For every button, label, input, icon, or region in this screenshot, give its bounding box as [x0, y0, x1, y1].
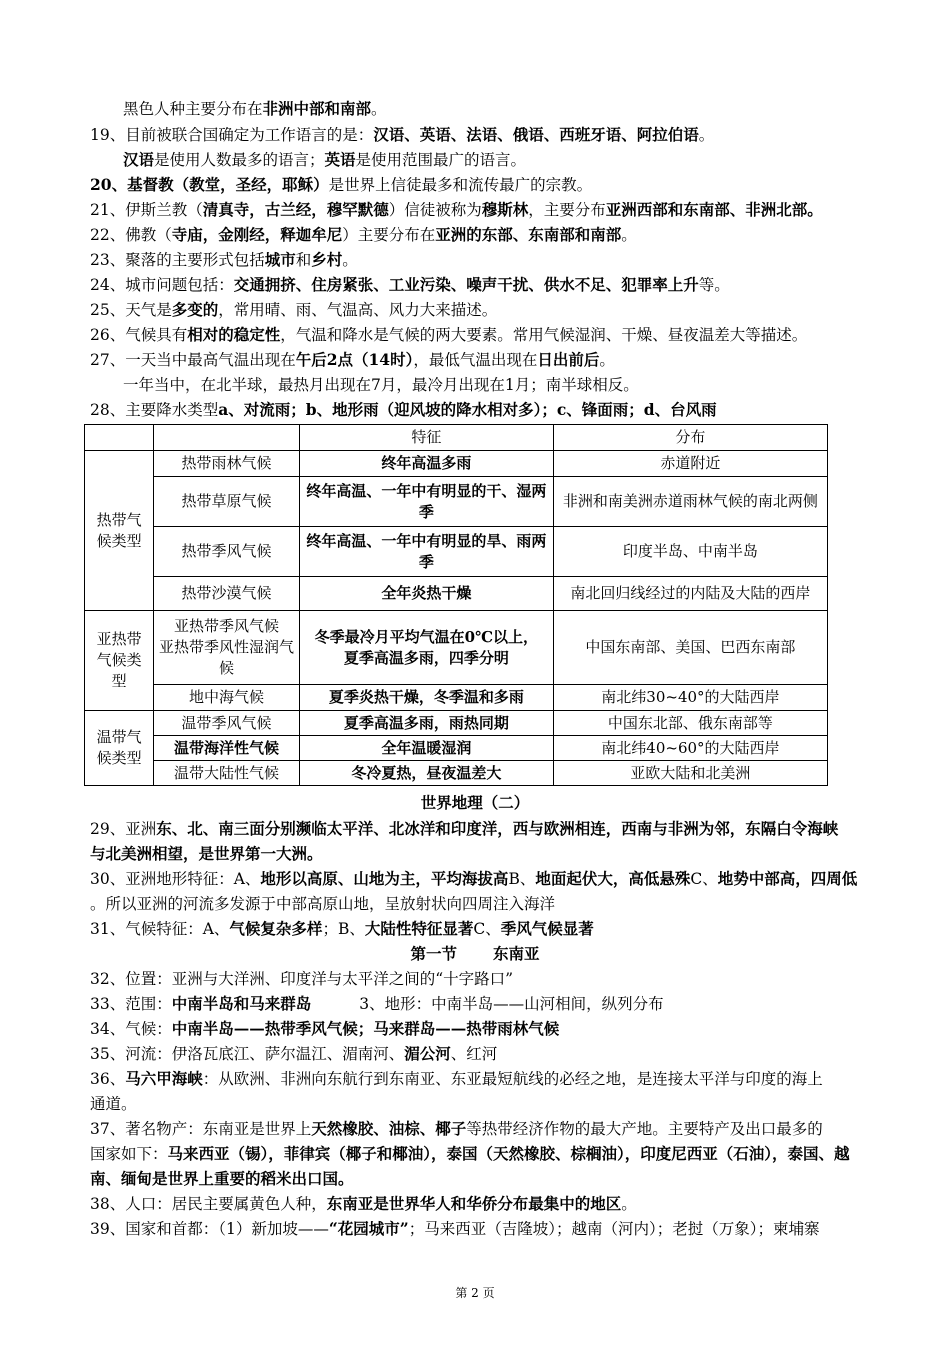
- bold-span: 汉语、英语、法语、俄语、西班牙语、阿拉伯语: [373, 125, 699, 144]
- text-span: 3、地形：中南半岛——山河相间，纵列分布: [359, 995, 664, 1013]
- bold-span: 气候复杂多样: [229, 919, 323, 938]
- bold-span: 穆斯林: [481, 200, 529, 219]
- type-cell: 温带季风气候: [154, 711, 300, 736]
- text-span: 19、目前被联合国确定为工作语言的是：: [90, 126, 374, 144]
- text-span: 、红河: [450, 1045, 498, 1063]
- feature-cell: 夏季炎热干燥，冬季温和多雨: [299, 685, 553, 711]
- text-span: 35、河流：伊洛瓦底江、萨尔温江、湄南河、: [90, 1045, 405, 1063]
- dist-cell: 印度半岛、中南半岛: [553, 527, 827, 577]
- text-line: [90, 274, 870, 296]
- text-span: 。: [599, 351, 615, 369]
- bold-span: 多变的: [171, 300, 219, 319]
- text-span: 。: [371, 100, 387, 118]
- type-cell: 热带季风气候: [154, 527, 300, 577]
- text-line: [90, 399, 870, 421]
- text-span: 。: [342, 251, 358, 269]
- bold-span: 马来西亚（锡），菲律宾（椰子和椰油），泰国（天然橡胶、棕榈油），印度尼西亚（石油），泰国、越: [167, 1144, 850, 1163]
- text-span: 21、伊斯兰教（: [90, 201, 203, 219]
- feature-cell: 全年炎热干燥: [299, 577, 553, 611]
- bold-span: 英语: [324, 150, 356, 169]
- type-cell: 热带沙漠气候: [154, 577, 300, 611]
- bold-span: 城市: [264, 250, 296, 269]
- text-span: 。: [698, 126, 715, 144]
- dist-cell: 非洲和南美洲赤道雨林气候的南北两侧: [553, 477, 827, 527]
- bold-span: 中南半岛——热带季风气候；马来群岛——热带雨林气候: [171, 1019, 560, 1038]
- header-cell: [154, 425, 300, 451]
- text-span: 是世界上信徒最多和流传最广的宗教。: [328, 176, 593, 194]
- subsection-title: [90, 943, 860, 965]
- table-row: [85, 736, 828, 761]
- text-span: 一年当中，在北半球，最热月出现在7月，最冷月出现在1月；南半球相反。: [123, 376, 639, 394]
- text-span: 34、气候：: [90, 1020, 172, 1038]
- text-line: [90, 918, 870, 940]
- dist-cell: 中国东北部、俄东南部等: [553, 711, 827, 736]
- bold-span: “花园城市”: [328, 1219, 409, 1238]
- dist-cell: 亚欧大陆和北美洲: [553, 761, 827, 786]
- text-span: C、: [473, 920, 501, 938]
- text-span: 22、佛教（: [90, 226, 172, 244]
- table-row: [85, 527, 828, 577]
- bold-span: 地面起伏大，高低悬殊: [535, 869, 691, 888]
- bold-span: 大陆性特征显著: [364, 919, 474, 938]
- bold-span: 汉语: [123, 150, 155, 169]
- text-span: B、: [508, 870, 536, 888]
- text-span: ：从欧洲、非洲向东航行到东南亚、东亚最短航线的必经之地，是连接太平洋与印度的海上: [202, 1070, 823, 1088]
- text-span: 第一节: [410, 944, 457, 963]
- table-row: [85, 685, 828, 711]
- bold-span: 中南半岛和马来群岛: [171, 994, 312, 1013]
- table-row: [85, 477, 828, 527]
- text-line: [90, 199, 870, 221]
- text-line: [90, 1218, 870, 1240]
- text-span: 是使用人数最多的语言；: [154, 151, 325, 169]
- bold-span: 20、基督教（教堂，圣经，耶稣）: [90, 175, 329, 194]
- bold-span: 湄公河: [404, 1044, 451, 1063]
- bold-span: 交通拥挤、住房紧张、工业污染、噪声干扰、供水不足、犯罪率上升: [233, 275, 699, 294]
- bold-span: 东南亚是世界华人和华侨分布最集中的地区: [326, 1194, 622, 1213]
- header-cell: [85, 425, 154, 451]
- text-span: 26、气候具有: [90, 326, 188, 344]
- bold-span: 季风气候显著: [500, 919, 594, 938]
- text-line: [90, 174, 870, 196]
- text-span: 29、亚洲: [90, 820, 157, 838]
- text-line: [90, 1193, 870, 1215]
- bold-span: 地势中部高，四周低: [717, 869, 858, 888]
- type-cell: 地中海气候: [154, 685, 300, 711]
- text-span: 东南亚: [493, 944, 540, 963]
- text-span: ；马来西亚（吉隆坡）；越南（河内）；老挝（万象）；柬埔寨: [408, 1220, 820, 1238]
- dist-cell: 南北纬30~40°的大陆西岸: [553, 685, 827, 711]
- feature-cell: 全年温暖湿润: [299, 736, 553, 761]
- bold-span: 天然橡胶、油棕、椰子: [311, 1119, 467, 1138]
- bold-span: 乡村: [311, 250, 343, 269]
- text-span: 和: [295, 251, 312, 269]
- climate-table: [84, 424, 828, 786]
- text-line: [90, 1143, 870, 1165]
- text-line: [90, 249, 870, 271]
- bold-span: 亚洲西部和东南部、非洲北部。: [605, 200, 823, 219]
- table-row: [85, 611, 828, 685]
- text-span: 36、: [90, 1070, 126, 1088]
- table-row: [85, 761, 828, 786]
- type-cell: 温带海洋性气候: [154, 736, 300, 761]
- text-span: ）信徒被称为: [388, 201, 482, 219]
- text-line: [90, 1043, 870, 1065]
- bold-span: 日出前后: [537, 350, 600, 369]
- text-line: 通道。: [90, 1095, 137, 1113]
- text-span: 黑色人种主要分布在: [123, 100, 263, 118]
- text-line: [123, 98, 903, 120]
- text-line: 南、缅甸是世界上重要的稻米出口国。: [90, 1169, 354, 1188]
- text-span: ，常用晴、雨、气温高、风力大来描述。: [218, 301, 498, 319]
- table-row: [85, 577, 828, 611]
- group-cell: 亚热带 气候类 型: [85, 611, 154, 711]
- text-line: [90, 349, 870, 371]
- text-span: 国家如下：: [90, 1145, 168, 1163]
- text-line: [90, 1068, 870, 1090]
- text-span: 38、人口：居民主要属黄色人种，: [90, 1195, 327, 1213]
- text-line: [123, 374, 903, 396]
- text-line: [90, 993, 870, 1015]
- text-line: [90, 299, 870, 321]
- section-title: 世界地理（二）: [420, 793, 530, 812]
- type-cell: 热带草原气候: [154, 477, 300, 527]
- header-cell: 特征: [299, 425, 553, 451]
- text-span: ）主要分布在: [342, 226, 436, 244]
- text-span: 。: [621, 226, 637, 244]
- text-line: [90, 1018, 870, 1040]
- text-span: C、: [690, 870, 718, 888]
- table-row: [85, 711, 828, 736]
- text-span: 27、一天当中最高气温出现在: [90, 351, 296, 369]
- text-line: 。所以亚洲的河流多发源于中部高原山地，呈放射状向四周注入海洋: [90, 895, 556, 913]
- table-header-row: [85, 425, 828, 451]
- text-span: 是使用范围最广的语言。: [355, 151, 527, 169]
- text-span: ；B、: [322, 920, 365, 938]
- bold-span: 马六甲海峡: [125, 1069, 203, 1088]
- text-span: 23、聚落的主要形式包括: [90, 251, 265, 269]
- text-line: [90, 1118, 870, 1140]
- bold-span: 寺庙，金刚经，释迦牟尼: [171, 225, 343, 244]
- text-span: 25、天气是: [90, 301, 172, 319]
- dist-cell: 南北回归线经过的内陆及大陆的西岸: [553, 577, 827, 611]
- text-span: 37、著名物产：东南亚是世界上: [90, 1120, 312, 1138]
- bold-span: 相对的稳定性: [187, 325, 281, 344]
- text-span: ，主要分布: [528, 201, 606, 219]
- feature-cell: 终年高温、一年中有明显的干、湿两季: [299, 477, 553, 527]
- text-span: 30、亚洲地形特征：A、: [90, 870, 261, 888]
- text-span: ，最低气温出现在: [413, 351, 538, 369]
- text-span: 。: [621, 1195, 637, 1213]
- bold-span: a、对流雨；b、地形雨（迎风坡的降水相对多）；c、锋面雨；d、台风雨: [218, 400, 717, 419]
- group-cell: 温带气 候类型: [85, 711, 154, 786]
- text-line: 与北美洲相望，是世界第一大洲。: [90, 844, 323, 863]
- feature-cell: 终年高温多雨: [299, 451, 553, 477]
- feature-cell: 终年高温、一年中有明显的旱、雨两季: [299, 527, 553, 577]
- dist-cell: 南北纬40~60°的大陆西岸: [553, 736, 827, 761]
- type-cell: 温带大陆性气候: [154, 761, 300, 786]
- dist-cell: 赤道附近: [553, 451, 827, 477]
- dist-cell: 中国东南部、美国、巴西东南部: [553, 611, 827, 685]
- type-cell: 热带雨林气候: [154, 451, 300, 477]
- feature-cell: 夏季高温多雨，雨热同期: [299, 711, 553, 736]
- text-span: 等热带经济作物的最大产地。主要特产及出口最多的: [466, 1120, 823, 1138]
- group-cell: 热带气 候类型: [85, 451, 154, 611]
- text-span: 28、主要降水类型: [90, 401, 219, 419]
- type-cell: 亚热带季风气候 亚热带季风性湿润气候: [154, 611, 300, 685]
- text-line: 32、位置：亚洲与大洋洲、印度洋与太平洋之间的“十字路口”: [90, 970, 514, 988]
- feature-cell: 冬季最冷月平均气温在0℃以上，夏季高温多雨，四季分明: [299, 611, 553, 685]
- text-span: 33、范围：: [90, 995, 172, 1013]
- text-span: ，气温和降水是气候的两大要素。常用气候湿润、干燥、昼夜温差大等描述。: [280, 326, 808, 344]
- bold-span: 地形以高原、山地为主，平均海拔高: [260, 869, 509, 888]
- page-number: 第 2 页: [455, 1286, 495, 1300]
- text-span: 24、城市问题包括：: [90, 276, 234, 294]
- text-line: [90, 124, 870, 146]
- text-line: [90, 324, 870, 346]
- text-span: 39、国家和首都：（1）新加坡——: [90, 1220, 329, 1238]
- bold-span: 清真寺，古兰经，穆罕默德: [202, 200, 389, 219]
- bold-span: 东、北、南三面分别濒临太平洋、北冰洋和印度洋，西与欧洲相连，西南与非洲为邻，东隔白令海峡: [156, 819, 839, 838]
- text-line: [123, 149, 903, 171]
- bold-span: 午后2点（14时）: [295, 350, 414, 369]
- bold-span: 亚洲的东部、东南部和南部: [435, 225, 622, 244]
- header-cell: 分布: [553, 425, 827, 451]
- bold-span: 非洲中部和南部: [262, 99, 372, 118]
- text-line: [90, 818, 870, 840]
- text-span: 等。: [698, 276, 730, 294]
- text-line: [90, 224, 870, 246]
- text-span: 31、气候特征：A、: [90, 920, 230, 938]
- feature-cell: 冬冷夏热，昼夜温差大: [299, 761, 553, 786]
- text-line: [90, 868, 870, 890]
- table-row: [85, 451, 828, 477]
